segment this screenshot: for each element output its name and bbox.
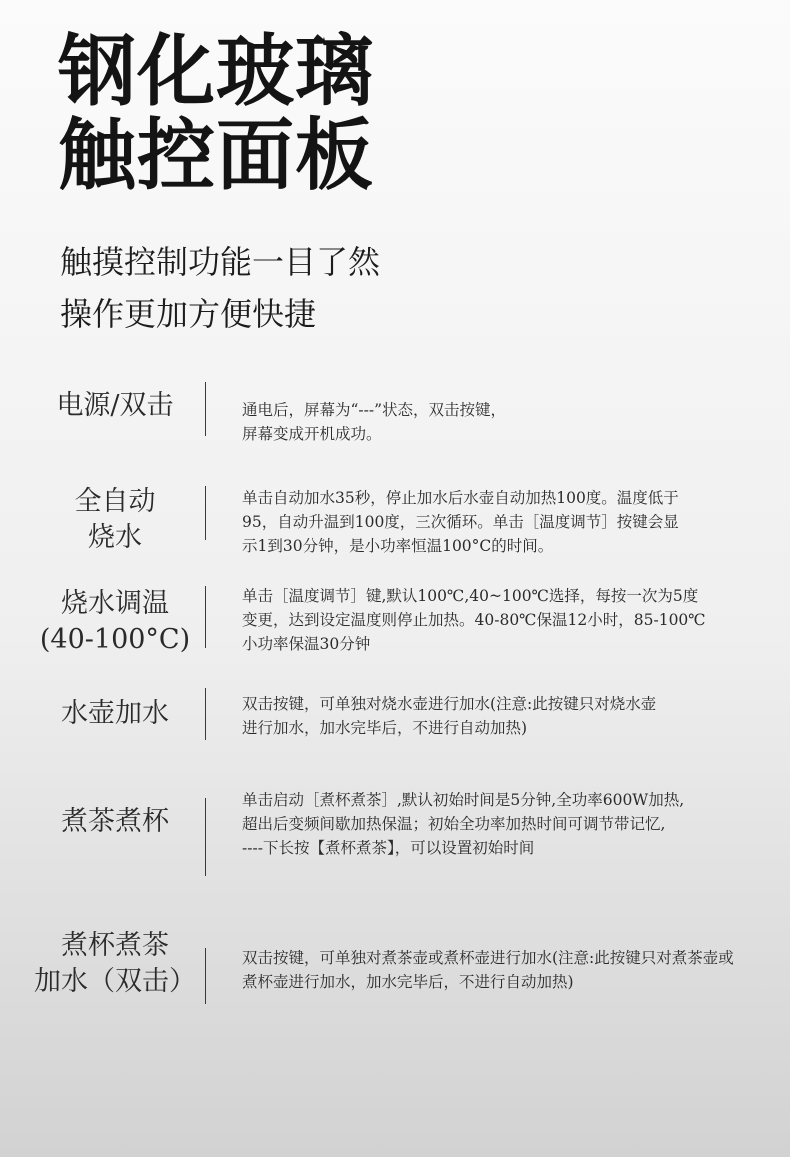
- feature-power-double-click: [0, 382, 790, 443]
- feature-label: [30, 804, 200, 840]
- description-line: 双击按键，可单独对烧水壶进行加水(注意:此按键只对烧水壶: [242, 695, 657, 713]
- feature-description: [242, 398, 782, 446]
- description-line: 小功率保温30分钟: [242, 635, 371, 653]
- feature-label-line: 烧水: [88, 522, 142, 553]
- feature-brew-tea-boil-cup: [0, 786, 790, 880]
- feature-label-line: 加水（双击）: [34, 966, 196, 997]
- description-line: ----下长按【煮杯煮茶】，可以设置初始时间: [242, 839, 535, 857]
- feature-label: [30, 484, 200, 556]
- feature-description: [242, 946, 782, 994]
- description-line: 双击按键，可单独对煮茶壶或煮杯壶进行加水(注意:此按键只对煮茶壶或: [242, 949, 734, 967]
- description-line: 煮杯壶进行加水，加水完毕后，不进行自动加热): [242, 973, 574, 991]
- feature-label: [30, 696, 200, 732]
- feature-label-line: 煮茶煮杯: [61, 806, 169, 837]
- page-title: [58, 26, 375, 201]
- description-line: 95，自动升温到100度，三次循环。单击［温度调节］按键会显: [242, 513, 679, 531]
- description-line: 单击自动加水35秒，停止加水后水壶自动加热100度。温度低于: [242, 489, 679, 507]
- feature-label-line: 电源/双击: [56, 390, 174, 421]
- feature-label: [30, 388, 200, 424]
- feature-description: [242, 788, 782, 860]
- subtitle-line-1: 触摸控制功能一目了然: [60, 243, 381, 281]
- description-line: 单击［温度调节］键,默认100℃,40~100℃选择，每按一次为5度: [242, 587, 699, 605]
- subtitle-line-2: 操作更加方便快捷: [60, 295, 317, 333]
- feature-kettle-add-water: [0, 688, 790, 744]
- divider: [205, 948, 206, 1004]
- feature-label-line: 煮杯煮茶: [61, 930, 169, 961]
- feature-label: [30, 928, 200, 1000]
- feature-boil-temperature-adjust: [0, 584, 790, 664]
- feature-description: [242, 692, 782, 740]
- feature-label: [30, 586, 200, 658]
- divider: [205, 382, 206, 436]
- description-line: 通电后，屏幕为“---”状态，双击按键，: [242, 401, 507, 419]
- description-line: 进行加水，加水完毕后，不进行自动加热): [242, 719, 528, 737]
- title-line-2: 触控面板: [58, 110, 375, 201]
- page-subtitle: [60, 236, 380, 340]
- title-line-1: 钢化玻璃: [58, 26, 375, 117]
- divider: [205, 486, 206, 540]
- feature-label-line: 水壶加水: [61, 698, 169, 729]
- feature-description: [242, 584, 782, 656]
- feature-label-line: 全自动: [74, 486, 156, 517]
- feature-auto-boil: [0, 482, 790, 562]
- feature-brew-cup-add-water: [0, 926, 790, 1008]
- description-line: 示1到30分钟，是小功率恒温100°C的时间。: [242, 537, 554, 555]
- divider: [205, 688, 206, 740]
- divider: [205, 586, 206, 648]
- feature-label-line: 烧水调温: [61, 588, 169, 619]
- feature-label-line: (40-100°C): [39, 624, 191, 655]
- description-line: 单击启动［煮杯煮茶］,默认初始时间是5分钟,全功率600W加热,: [242, 791, 685, 809]
- description-line: 超出后变频间歇加热保温；初始全功率加热时间可调节带记忆,: [242, 815, 666, 833]
- feature-description: [242, 486, 782, 558]
- description-line: 变更，达到设定温度则停止加热。40-80℃保温12小时，85-100℃: [242, 611, 706, 629]
- description-line: 屏幕变成开机成功。: [242, 425, 382, 443]
- divider: [205, 798, 206, 876]
